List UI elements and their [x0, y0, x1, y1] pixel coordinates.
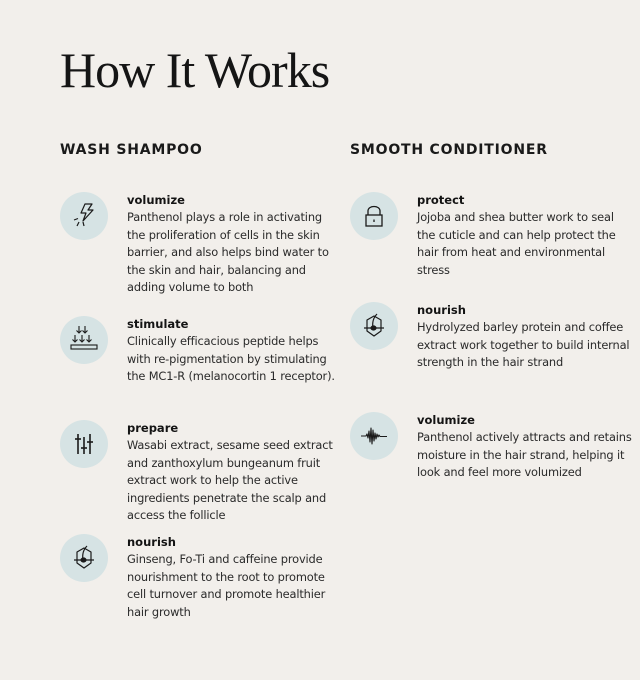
benefit-title: volumize [417, 413, 475, 427]
arrows-down-icon [60, 316, 108, 364]
page-title: How It Works [60, 42, 330, 98]
column-heading: SMOOTH CONDITIONER [350, 142, 548, 158]
benefit-title: nourish [127, 535, 176, 549]
benefit-title: prepare [127, 421, 179, 435]
wash-shampoo-column [60, 140, 350, 619]
benefit-description: Hydrolyzed barley protein and coffee extract work together to build internal strength in the hair strand [417, 320, 630, 369]
benefit-title: volumize [127, 193, 185, 207]
benefit-description: Ginseng, Fo-Ti and caffeine provide nourishment to the root to promote cell turnover and promote healthier hair growth [127, 552, 326, 619]
column-heading: WASH SHAMPOO [60, 142, 203, 158]
sound-wave-icon [350, 412, 398, 460]
lightning-bolt-icon [60, 192, 108, 240]
hair-follicle-icon [350, 302, 398, 350]
lock-icon [350, 192, 398, 240]
benefit-description: Wasabi extract, sesame seed extract and zanthoxylum bungeanum fruit extract work to help the active ingredients penetrate the scalp and access the follicle [127, 438, 333, 522]
smooth-conditioner-column [350, 140, 640, 479]
sliders-icon [60, 420, 108, 468]
benefit-title: stimulate [127, 317, 189, 331]
benefit-description: Panthenol actively attracts and retains moisture in the hair strand, helping it look and feel more volumized [417, 430, 632, 479]
hair-follicle-icon [60, 534, 108, 582]
benefit-title: protect [417, 193, 465, 207]
benefit-description: Panthenol plays a role in activating the proliferation of cells in the skin barrier, and also helps bind water to the skin and hair, balancing and adding volume to both [127, 210, 329, 294]
benefit-description: Clinically efficacious peptide helps with re-pigmentation by stimulating the MC1-R (melanocortin 1 receptor). [127, 334, 335, 383]
benefit-description: Jojoba and shea butter work to seal the cuticle and can help protect the hair from heat and environmental stress [417, 210, 616, 277]
benefit-title: nourish [417, 303, 466, 317]
